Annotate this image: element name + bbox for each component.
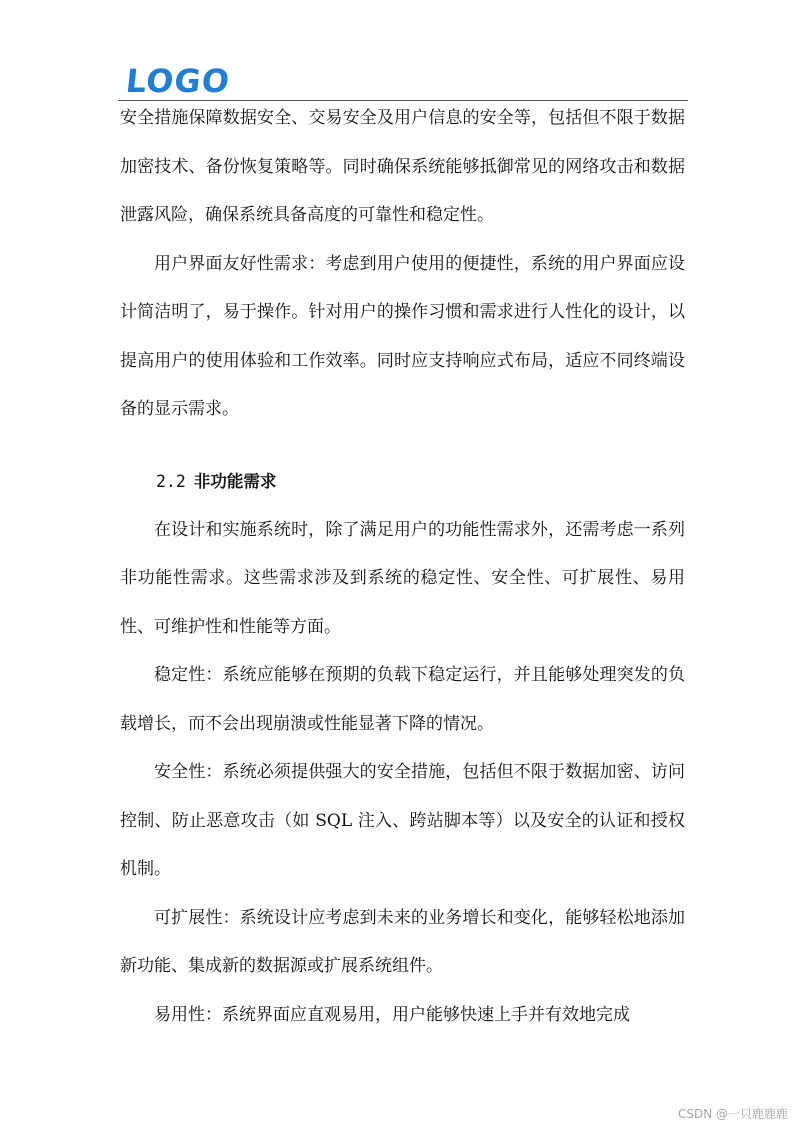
paragraph: 可扩展性：系统设计应考虑到未来的业务增长和变化，能够轻松地添加新功能、集成新的数据源或扩展系统组件。 [120, 907, 685, 976]
paragraph: 在设计和实施系统时，除了满足用户的功能性需求外，还需考虑一系列非功能性需求。这些需求涉及到系统的稳定性、安全性、可扩展性、易用性、可维护性和性能等方面。 [120, 519, 685, 637]
document-body [120, 94, 685, 1039]
paragraph: 用户界面友好性需求：考虑到用户使用的便捷性，系统的用户界面应设计简洁明了，易于操作。针对用户的操作习惯和需求进行人性化的设计，以提高用户的使用体验和工作效率。同时应支持响应式布局，适应不同终端设备的显示需求。 [120, 253, 685, 419]
section-title: 非功能需求 [193, 471, 277, 491]
section-number: 2.2 [156, 471, 186, 491]
paragraph: 安全措施保障数据安全、交易安全及用户信息的安全等，包括但不限于数据加密技术、备份恢复策略等。同时确保系统能够抵御常见的网络攻击和数据泄露风险，确保系统具备高度的可靠性和稳定性。 [120, 108, 685, 225]
paragraph: 安全性：系统必须提供强大的安全措施，包括但不限于数据加密、访问控制、防止恶意攻击（如 SQL 注入、跨站脚本等）以及安全的认证和授权机制。 [120, 762, 685, 879]
paragraph: 稳定性：系统应能够在预期的负载下稳定运行，并且能够处理突发的负载增长，而不会出现崩溃或性能显著下降的情况。 [120, 665, 685, 734]
watermark: CSDN @一只鹿鹿鹿 [677, 1107, 788, 1121]
logo: LOGO [124, 62, 232, 100]
section-heading [120, 458, 685, 506]
paragraph: 易用性：系统界面应直观易用，用户能够快速上手并有效地完成 [154, 1004, 630, 1025]
